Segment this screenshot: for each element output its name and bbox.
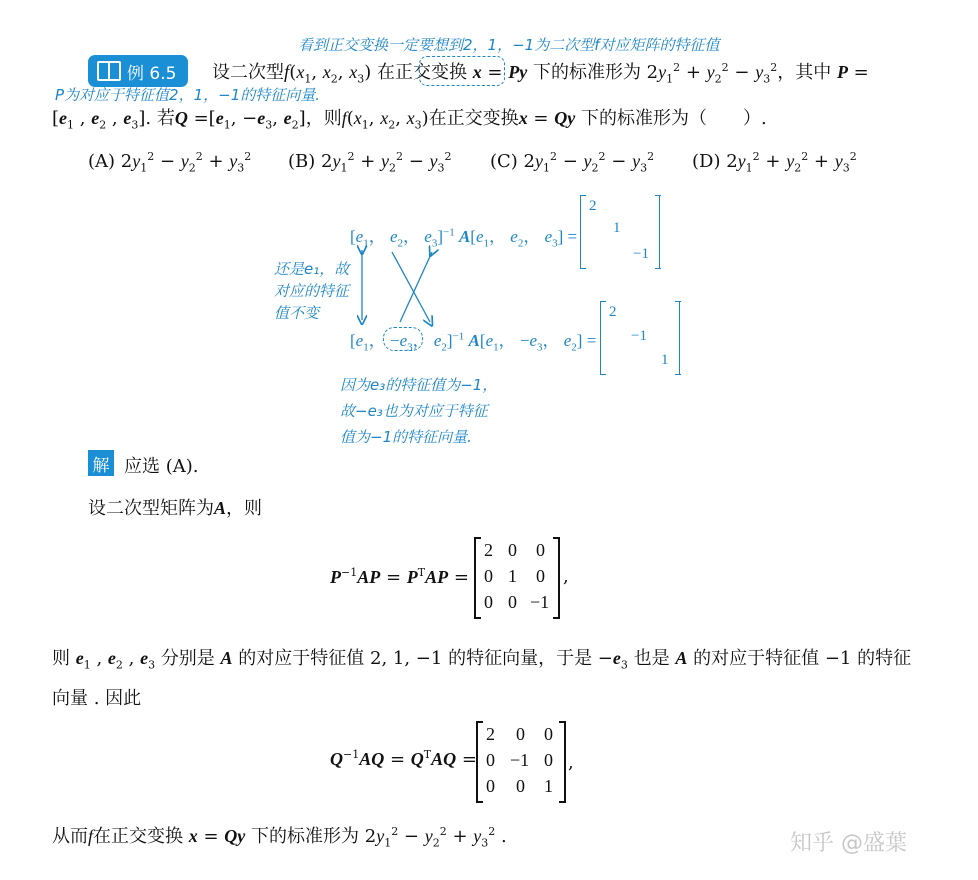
option-a: (A) $2y_1^2 - y_2^2 + y_3^2$ (88, 150, 252, 175)
sol-line-3: 向量 . 因此 (52, 688, 142, 709)
comma-1: , (563, 566, 569, 587)
q1a: 设二次型 (212, 62, 284, 83)
equation-2: $Q^{-1}AQ = Q^TAQ$ = (330, 748, 477, 770)
solution-badge: 解 (88, 450, 114, 476)
q1c: 下的标准形为 (532, 62, 641, 83)
book-icon (97, 61, 121, 81)
q2a: . 若 (145, 108, 175, 129)
blue-eq-2: [$e_1$， $-e_3$， $e_2]^{-1}$ $A[e_1$， $-e_3$， $e_2$] = (350, 330, 597, 354)
comma-2: , (568, 752, 574, 773)
blue-matrix-1: 2 1 −1 (580, 196, 660, 268)
option-b: (B) $2y_1^2 + y_2^2 - y_3^2$ (288, 150, 452, 175)
q1b: 在 (376, 62, 395, 83)
bottom-note: 因为e₃的特征值为−1， 故−e₃也为对应于特征 值为−1的特征向量. (340, 376, 498, 446)
answer: 应选 (A). (124, 456, 199, 477)
sol-line-2: 则 $e_1$ , $e_2$ , $e_3$ 分别是 A 的对应于特征值 2, 1, −1 的特征向量，于是 $-e_3$ 也是 A 的对应于特征值 −1 的特征 (52, 648, 912, 672)
sol-line-1: 设二次型矩阵为A，则 (88, 498, 263, 519)
q2c: 在正交变换 (428, 108, 519, 129)
cross-arrow-2 (400, 252, 432, 322)
badge-label: 例 6.5 (127, 63, 177, 84)
matrix-2: 2 0 0 0 −1 0 0 0 1 (476, 722, 566, 802)
question-line-1: 设二次型$f(x_1$, $x_2$, $x_3$) 在正交变换 x = Py 下的标准形为 $2y_1^2 + y_2^2 - y_3^2$，其中 P = (212, 61, 869, 86)
blue-eq-1: [$e_1$， $e_2$， $e_3]^{-1}$ $A[e_1$， $e_2$， $e_3$] = (350, 226, 578, 250)
option-d: (D) $2y_1^2 + y_2^2 + y_3^2$ (692, 150, 857, 175)
note-top: 看到正交变换一定要想到2，1，−1为二次型f对应矩阵的特征值 (298, 36, 720, 54)
arrows-diagram (340, 240, 450, 330)
q2b: ，则 (305, 108, 342, 129)
matrix-1: 2 0 0 0 1 0 0 0 −1 (474, 538, 560, 618)
note-p: P为对应于特征值2，1，−1的特征向量. (55, 86, 321, 104)
question-line-2: [$e_1$ , $e_2$ , $e_3$]. 若$Q =[e_1$, $-e_3$, $e_2$]，则$f(x_1$, $x_2$, $x_3$)在正交变换x = Qy 下的标准形为（ ）. (52, 108, 767, 132)
cross-arrow-1 (392, 252, 430, 322)
q1d: ，其中 (777, 62, 832, 83)
q1-boxed: 正交变换 (394, 62, 467, 83)
sol-last: 从而f在正交变换 x = Qy 下的标准形为 $2y_1^2 - y_2^2 + y_3^2$ . (52, 825, 507, 850)
watermark: 知乎 @盛葉 (790, 831, 907, 856)
blue-matrix-2: 2 −1 1 (600, 302, 680, 374)
side-note: 还是e₁，故 对应的特征 值不变 (274, 260, 350, 322)
q2d: 下的标准形为（ ）. (580, 108, 767, 129)
dashed-circle (383, 327, 423, 351)
option-c: (C) $2y_1^2 - y_2^2 - y_3^2$ (490, 150, 655, 175)
dashed-highlight (419, 56, 505, 86)
example-badge (88, 55, 188, 87)
equation-1: $P^{-1}AP = P^TAP$ = (330, 566, 469, 588)
